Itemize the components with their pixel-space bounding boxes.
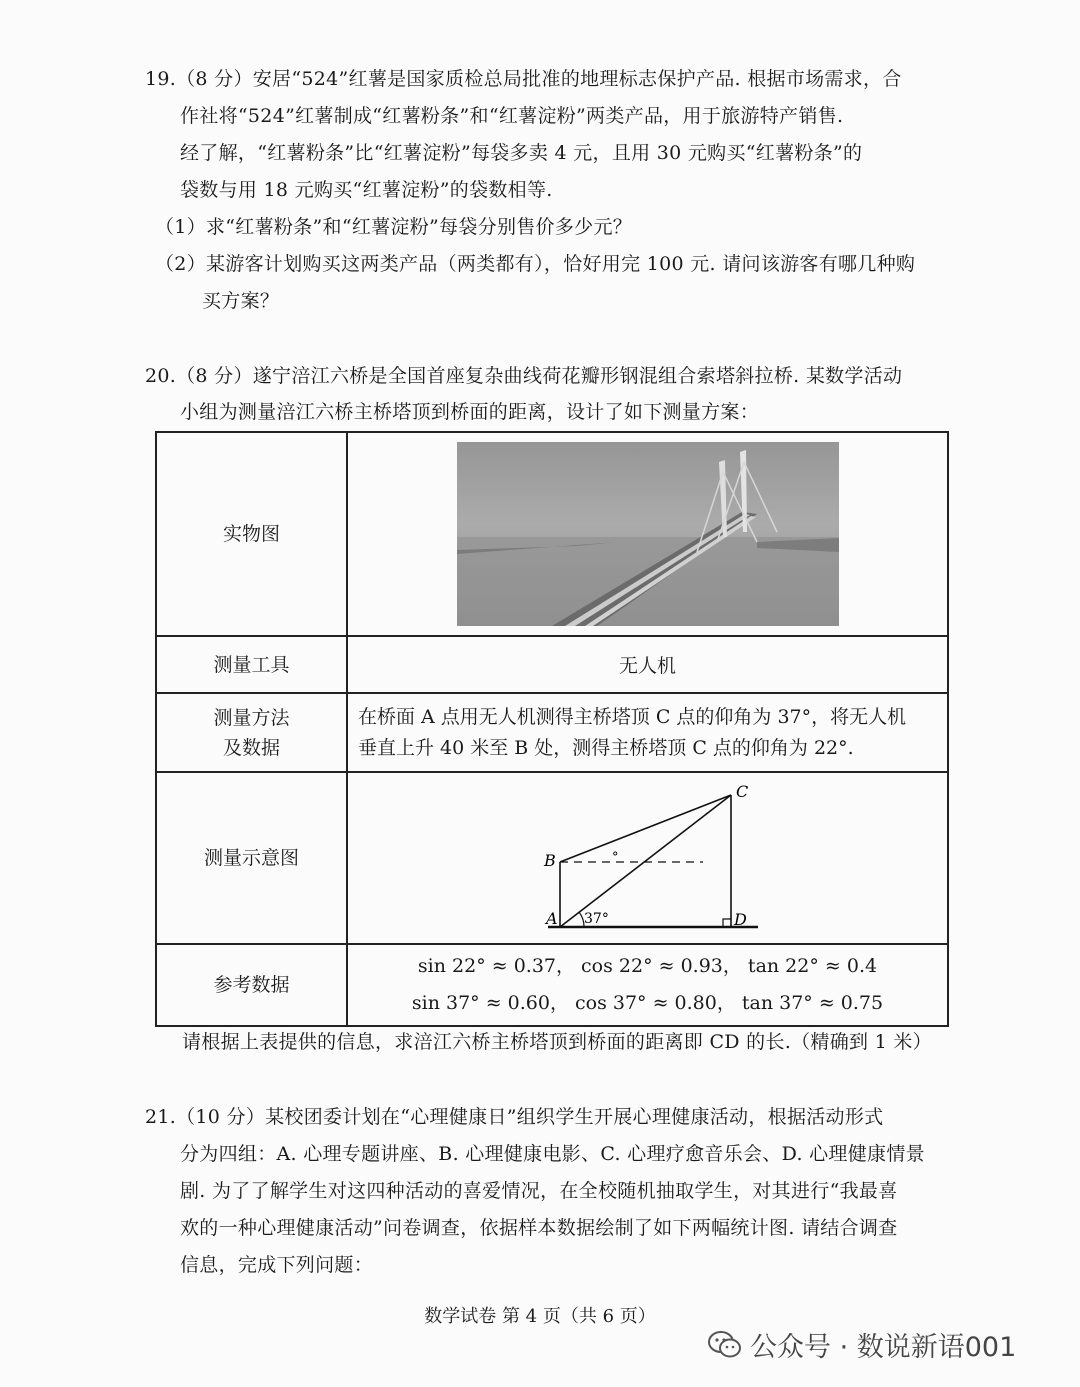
q19-sub2: （2）某游客计划购买这两类产品（两类都有），恰好用完 100 元. 请问该游客有哪几种购 — [155, 253, 916, 275]
q21-line: 剧. 为了了解学生对这四种活动的喜爱情况，在全校随机抽取学生，对其进行“我最喜 — [180, 1180, 898, 1202]
diagram-label: 测量示意图 — [156, 772, 347, 944]
segment-bc — [560, 795, 731, 862]
ref-line: sin 37° ≈ 0.60， cos 37° ≈ 0.80， tan 37° ≈ 0.75 — [411, 992, 884, 1014]
photo-label: 实物图 — [156, 432, 347, 636]
watermark-text: 公众号 · 数说新语001 — [750, 1332, 1017, 1363]
measurement-table — [155, 431, 949, 1027]
method-label-line: 及数据 — [222, 736, 280, 759]
photo-cell — [347, 432, 948, 636]
tool-label: 测量工具 — [156, 636, 347, 693]
bridge-photo — [457, 442, 839, 626]
q20-question: 请根据上表提供的信息，求涪江六桥主桥塔顶到桥面的距离即 CD 的长.（精确到 1 米） — [182, 1031, 932, 1053]
ref-line: sin 22° ≈ 0.37， cos 22° ≈ 0.93， tan 22° ≈ 0.4 — [417, 955, 878, 977]
tool-value: 无人机 — [347, 636, 948, 693]
q21-title: 21.（10 分）某校团委计划在“心理健康日”组织学生开展心理健康活动，根据活动形式 — [145, 1106, 884, 1128]
measurement-diagram — [348, 773, 951, 943]
point-b-label: B — [544, 851, 556, 870]
method-line: 垂直上升 40 米至 B 处，测得主桥塔顶 C 点的仰角为 22°. — [358, 736, 854, 759]
angle-b-label: ° — [612, 850, 619, 865]
q19-sub2-cont: 买方案？ — [202, 290, 280, 312]
watermark — [708, 1325, 1016, 1364]
page-footer: 数学试卷 第 4 页（共 6 页） — [424, 1306, 656, 1327]
point-d-label: D — [734, 910, 747, 929]
point-a-label: A — [546, 909, 558, 928]
q21-line: 欢的一种心理健康活动”问卷调查，依据样本数据绘制了如下两幅统计图. 请结合调查 — [180, 1217, 898, 1239]
q21-line: 信息，完成下列问题： — [180, 1254, 374, 1276]
bridge-photo-image — [457, 442, 839, 626]
method-label — [156, 693, 347, 772]
ref-data — [347, 944, 948, 1026]
segment-ac — [560, 795, 731, 927]
q19-sub1: （1）求“红薯粉条”和“红薯淀粉”每袋分别售价多少元？ — [155, 216, 633, 238]
q19-line: 经了解，“红薯粉条”比“红薯淀粉”每袋多卖 4 元，且用 30 元购买“红薯粉条”的 — [180, 142, 863, 164]
q21-line: 分为四组：A. 心理专题讲座、B. 心理健康电影、C. 心理疗愈音乐会、D. 心理健康情景 — [180, 1143, 925, 1165]
point-c-label: C — [736, 782, 749, 801]
q20-title: 20.（8 分）遂宁涪江六桥是全国首座复杂曲线荷花瓣形钢混组合索塔斜拉桥. 某数学活动 — [145, 365, 903, 387]
ref-label: 参考数据 — [156, 944, 347, 1026]
angle-a-label: 37° — [584, 911, 609, 927]
q20-line: 小组为测量涪江六桥主桥塔顶到桥面的距离，设计了如下测量方案： — [180, 401, 760, 423]
method-line: 在桥面 A 点用无人机测得主桥塔顶 C 点的仰角为 37°，将无人机 — [358, 705, 907, 728]
q19-line: 作社将“524”红薯制成“红薯粉条”和“红薯淀粉”两类产品，用于旅游特产销售. — [180, 105, 844, 127]
wechat-icon — [708, 1330, 742, 1360]
method-text — [347, 693, 948, 772]
diagram-cell — [347, 772, 948, 944]
method-label-line: 测量方法 — [213, 706, 290, 729]
q19-title: 19.（8 分）安居“524”红薯是国家质检总局批准的地理标志保护产品. 根据市场需求，合 — [145, 68, 902, 90]
q19-line: 袋数与用 18 元购买“红薯淀粉”的袋数相等. — [180, 179, 553, 201]
